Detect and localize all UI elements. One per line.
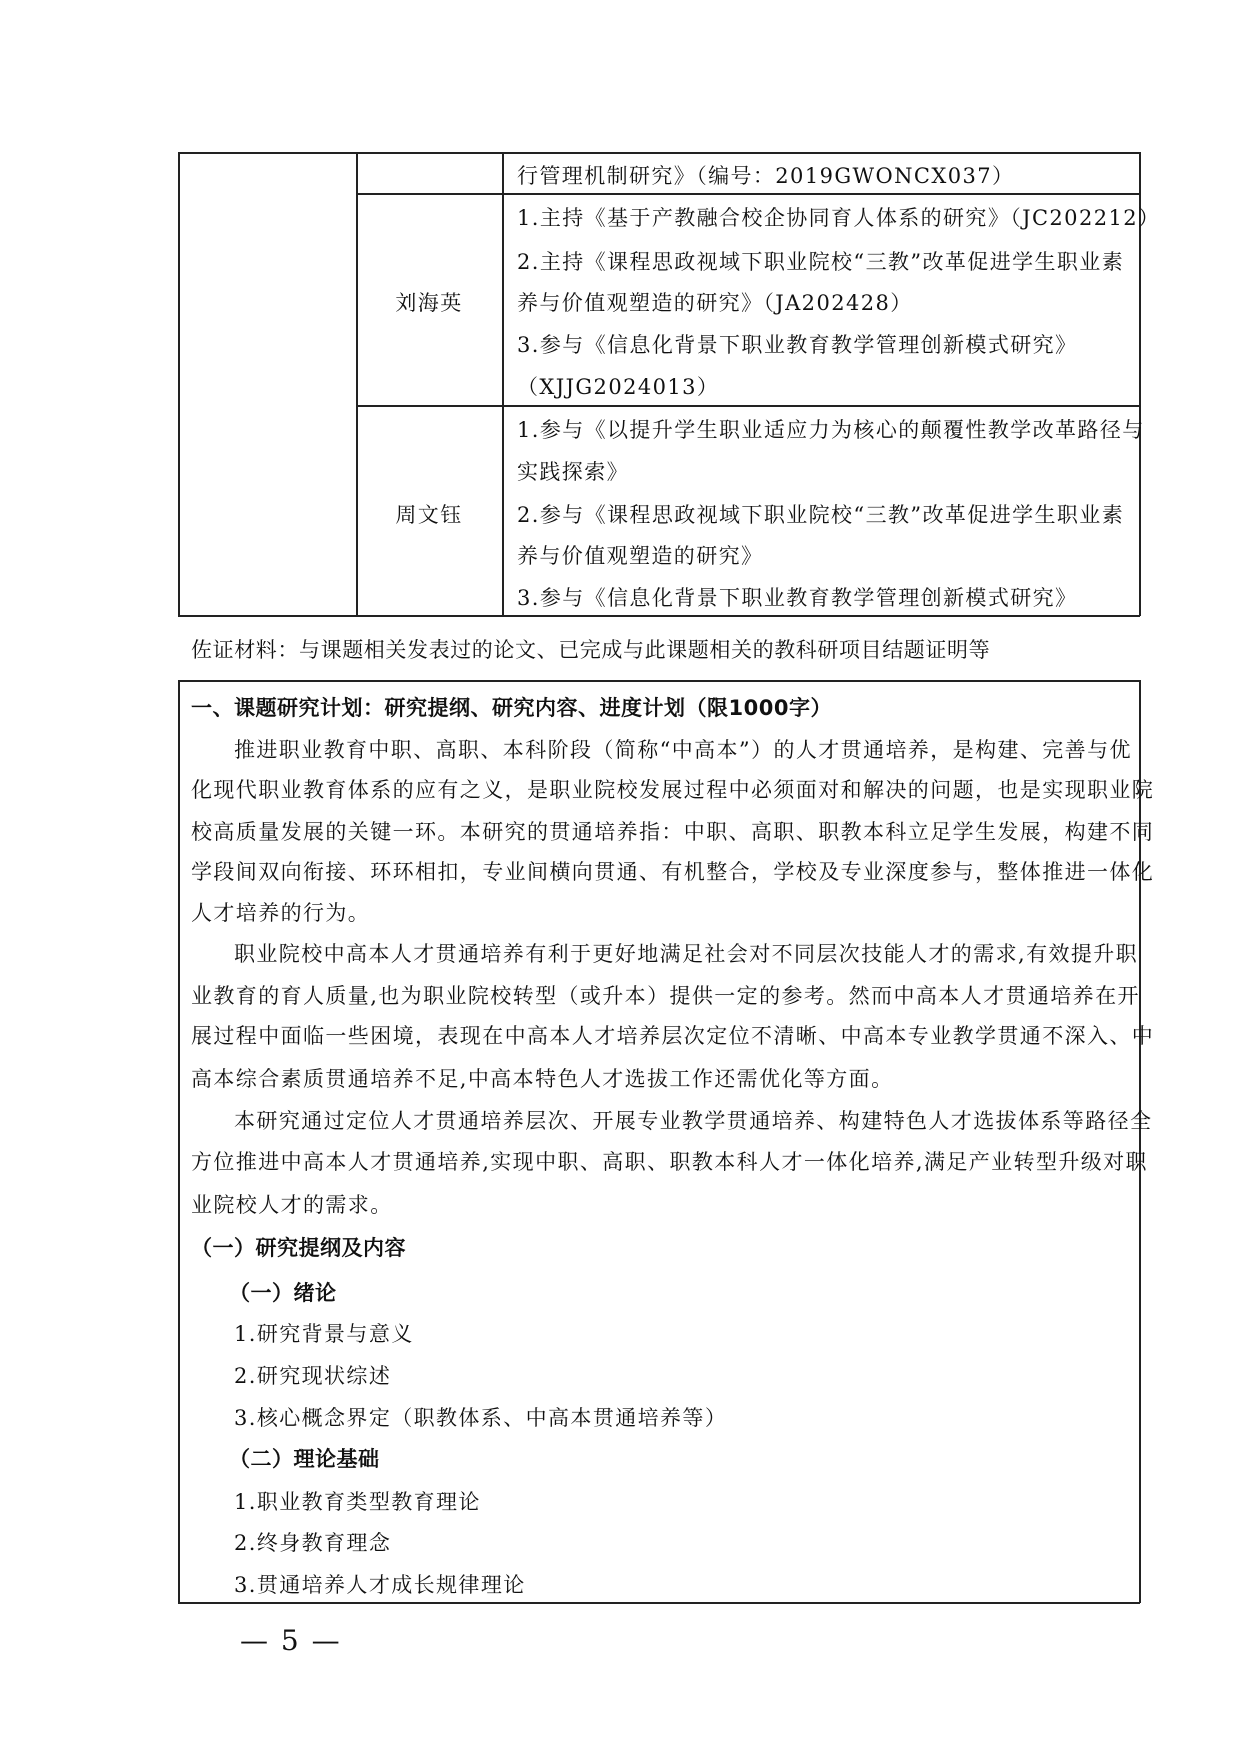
project-text: 实践探索》 <box>517 460 629 484</box>
section-heading: 一、课题研究计划：研究提纲、研究内容、进度计划（限1000字） <box>191 696 832 720</box>
project-text: 3.参与《信息化背景下职业教育教学管理创新模式研究》 <box>517 333 1078 357</box>
member-name: 周文钰 <box>395 503 463 527</box>
paragraph-line: 本研究通过定位人才贯通培养层次、开展专业教学贯通培养、构建特色人才选拔体系等路径全 <box>234 1109 1153 1133</box>
paragraph-line: 方位推进中高本人才贯通培养,实现中职、高职、职教本科人才一体化培养,满足产业转型升级对职 <box>191 1150 1148 1174</box>
paragraph-line: 学段间双向衔接、环环相扣，专业间横向贯通、有机整合，学校及专业深度参与，整体推进一体化 <box>191 860 1155 884</box>
col-divider <box>178 152 180 616</box>
member-name: 刘海英 <box>395 291 463 315</box>
project-text: 1.主持《基于产教融合校企协同育人体系的研究》（JC202212） <box>517 206 1161 230</box>
outline-item: 2.研究现状综述 <box>234 1364 392 1388</box>
outline-heading: （一）研究提纲及内容 <box>191 1236 406 1260</box>
evidence-note: 佐证材料：与课题相关发表过的论文、已完成与此课题相关的教科研项目结题证明等 <box>191 638 991 662</box>
paragraph-line: 职业院校中高本人才贯通培养有利于更好地满足社会对不同层次技能人才的需求,有效提升职 <box>234 942 1139 966</box>
paragraph-line: 人才培养的行为。 <box>191 901 371 925</box>
col-divider <box>356 152 358 616</box>
outline-item: 3.贯通培养人才成长规律理论 <box>234 1573 526 1597</box>
box-border-left <box>178 680 180 1603</box>
box-border-top <box>178 680 1140 682</box>
paragraph-line: 化现代职业教育体系的应有之义，是职业院校发展过程中必须面对和解决的问题，也是实现职业院 <box>191 778 1155 802</box>
project-text: 2.主持《课程思政视域下职业院校“三教”改革促进学生职业素 <box>517 250 1125 274</box>
project-text: （XJJG2024013） <box>517 375 720 399</box>
paragraph-line: 业院校人才的需求。 <box>191 1193 393 1217</box>
row-divider <box>356 193 1140 195</box>
paragraph-line: 校高质量发展的关键一环。本研究的贯通培养指：中职、高职、职教本科立足学生发展，构建不同 <box>191 820 1155 844</box>
outline-item: 1.研究背景与意义 <box>234 1322 414 1346</box>
paragraph-line: 推进职业教育中职、高职、本科阶段（简称“中高本”）的人才贯通培养，是构建、完善与优 <box>234 738 1132 762</box>
project-text: 行管理机制研究》（编号：2019GWONCX037） <box>517 164 1015 188</box>
subsection-heading: （二）理论基础 <box>229 1447 380 1471</box>
table-border-top <box>178 152 1140 154</box>
subsection-heading: （一）绪论 <box>229 1281 337 1305</box>
row-divider <box>356 405 1140 407</box>
outline-item: 2.终身教育理念 <box>234 1531 392 1555</box>
outline-item: 3.核心概念界定（职教体系、中高本贯通培养等） <box>234 1406 728 1430</box>
box-border-bottom <box>178 1602 1140 1604</box>
paragraph-line: 高本综合素质贯通培养不足,中高本特色人才选拔工作还需优化等方面。 <box>191 1067 894 1091</box>
project-text: 养与价值观塑造的研究》（JA202428） <box>517 291 913 315</box>
project-text: 2.参与《课程思政视域下职业院校“三教”改革促进学生职业素 <box>517 503 1125 527</box>
outline-item: 1.职业教育类型教育理论 <box>234 1490 481 1514</box>
project-text: 3.参与《信息化背景下职业教育教学管理创新模式研究》 <box>517 586 1078 610</box>
table-border-bottom <box>178 615 1140 617</box>
project-text: 1.参与《以提升学生职业适应力为核心的颠覆性教学改革路径与 <box>517 418 1145 442</box>
page-number: — 5 — <box>240 1624 342 1657</box>
project-text: 养与价值观塑造的研究》 <box>517 544 764 568</box>
col-divider <box>502 152 504 616</box>
paragraph-line: 业教育的育人质量,也为职业院校转型（或升本）提供一定的参考。然而中高本人才贯通培养在开 <box>191 984 1140 1008</box>
paragraph-line: 展过程中面临一些困境，表现在中高本人才培养层次定位不清晰、中高本专业教学贯通不深入、中 <box>191 1024 1155 1048</box>
